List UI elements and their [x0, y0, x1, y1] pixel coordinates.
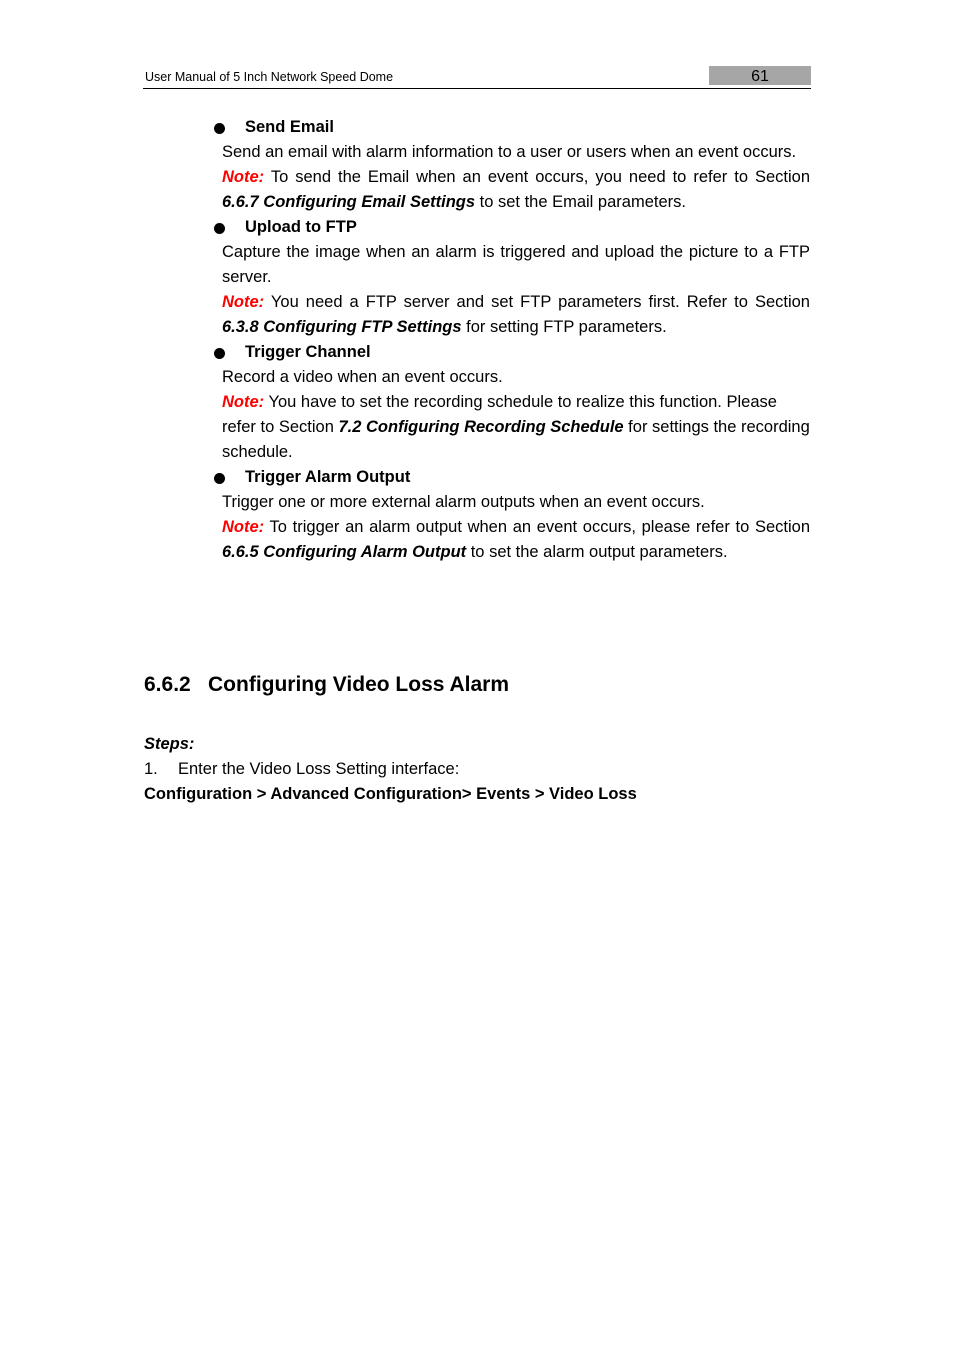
step-text: Enter the Video Loss Setting interface:	[178, 760, 460, 778]
section-heading	[144, 673, 810, 697]
section-reference: 6.6.7 Configuring Email Settings	[222, 193, 476, 211]
menu-path: Configuration > Advanced Configuration> Events > Video Loss	[144, 785, 637, 803]
note-label: Note:	[222, 518, 265, 536]
item-title: Trigger Alarm Output	[245, 465, 810, 490]
item-description: Send an email with alarm information to a user or users when an event occurs.	[222, 143, 797, 161]
section-reference: 6.6.5 Configuring Alarm Output	[222, 543, 467, 561]
list-item	[222, 115, 810, 215]
item-description: Capture the image when an alarm is triggered and upload the picture to a FTP server.	[222, 243, 810, 286]
item-title: Trigger Channel	[245, 340, 810, 365]
list-item	[222, 340, 810, 465]
item-title: Upload to FTP	[245, 215, 810, 240]
list-item	[222, 465, 810, 565]
step-number: 1.	[144, 760, 158, 778]
bullet-icon	[214, 223, 225, 234]
item-note: Note: You have to set the recording schedule to realize this function. Please refer to Section 7.2 Configuring Recording Schedule for settings the recording schedule.	[222, 393, 810, 461]
steps-label: Steps:	[144, 735, 195, 753]
section-number: 6.6.2	[144, 673, 191, 696]
note-label: Note:	[222, 293, 265, 311]
section-title: Configuring Video Loss Alarm	[208, 673, 510, 696]
bullet-icon	[214, 123, 225, 134]
step-item	[144, 757, 810, 782]
note-label: Note:	[222, 168, 265, 186]
list-item	[222, 215, 810, 340]
item-title: Send Email	[245, 115, 810, 140]
bullet-icon	[214, 348, 225, 359]
item-note: Note: You need a FTP server and set FTP parameters first. Refer to Section 6.3.8 Configuring FTP Settings for setting FTP parameters.	[222, 293, 810, 336]
item-description: Trigger one or more external alarm outputs when an event occurs.	[222, 493, 705, 511]
manual-title: User Manual of 5 Inch Network Speed Dome	[145, 70, 394, 84]
action-list	[222, 115, 810, 565]
bullet-icon	[214, 473, 225, 484]
page-number: 61	[709, 66, 811, 85]
section-reference: 6.3.8 Configuring FTP Settings	[222, 318, 462, 336]
note-label: Note:	[222, 393, 265, 411]
item-note: Note: To trigger an alarm output when an event occurs, please refer to Section 6.6.5 Configuring Alarm Output to set the alarm output parameters.	[222, 518, 810, 561]
item-description: Record a video when an event occurs.	[222, 368, 503, 386]
item-note: Note: To send the Email when an event occurs, you need to refer to Section 6.6.7 Configuring Email Settings to set the Email parameters.	[222, 168, 810, 211]
section-reference: 7.2 Configuring Recording Schedule	[338, 418, 624, 436]
steps-block	[144, 732, 810, 807]
page-header	[143, 66, 811, 89]
